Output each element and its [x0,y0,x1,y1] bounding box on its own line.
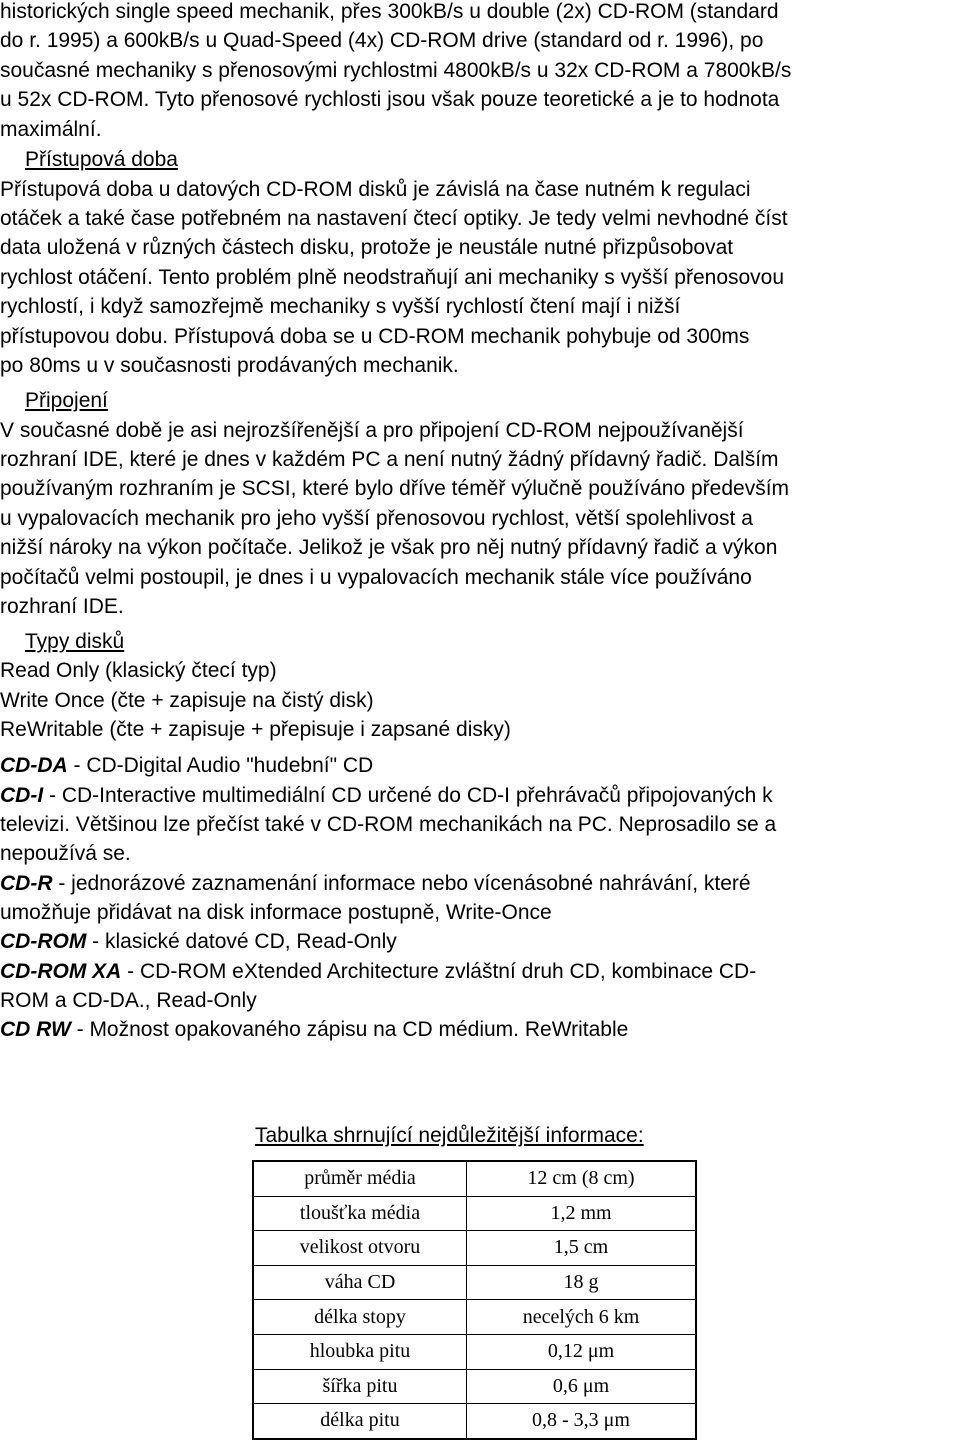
row-value: 12 cm (8 cm) [467,1161,697,1196]
row-label: velikost otvoru [253,1231,467,1266]
access-paragraph: otáček a také čase potřebném na nastavení čtecí optiky. Je tedy velmi nevhodné číst data uložená v různých částech disku, protože je neustále nutné přizpůsobovat rychlost otáčení. Tento problém plně neodstraňují ani mechaniky s vyšší přenosovou rychlostí, i když samozřejmě mechaniky s vyšší rychlostí čtení mají i nižší přístupovou dobu. Přístupová doba se u CD-ROM mechanik pohybuje od 300ms po 80ms u v současnosti prodávaných mechanik. [0,207,788,378]
term-cd-da: CD-DA [0,754,68,777]
row-label: hloubka pitu [253,1334,467,1369]
table-row [253,1300,696,1335]
row-label: délka pitu [253,1404,467,1439]
table-row [253,1334,696,1369]
row-value: 0,6 μm [467,1369,697,1404]
row-label: průměr média [253,1161,467,1196]
def-cd-rw [0,1015,960,1044]
def-cd-rom [0,927,960,956]
connection-first-line-text: V současné době je asi nejrozšířenější a pro připojení CD-ROM nejpoužívanější [0,419,744,442]
text-cd-da: - CD-Digital Audio "hudební" CD [67,754,374,777]
type-write-once: Write Once (čte + zapisuje na čistý disk) [0,689,374,712]
table-row [253,1404,696,1439]
row-label: šířka pitu [253,1369,467,1404]
text-cd-r: - jednorázové zaznamenání informace nebo vícenásobné nahrávání, které [52,872,751,895]
def-cd-da [0,751,960,780]
connection-first-line [0,416,960,445]
def-cd-i-continued: televizi. Většinou lze přečíst také v CD-ROM mechanikách na PC. Neprosadilo se a nepoužívá se. [0,813,777,866]
row-value: necelých 6 km [467,1300,697,1335]
table-row [253,1196,696,1231]
row-value: 0,12 μm [467,1334,697,1369]
row-label: délka stopy [253,1300,467,1335]
table-row [253,1265,696,1300]
text-cd-rw: - Možnost opakovaného zápisu na CD médium. ReWritable [70,1018,629,1041]
heading-connection: Připojení [25,389,108,412]
def-cd-rom-xa-continued: ROM a CD-DA., Read-Only [0,989,257,1012]
connection-paragraph: rozhraní IDE, které je dnes v každém PC a není nutný žádný přídavný řadič. Dalším používaným rozhraním je SCSI, které bylo dříve téměř výlučně používáno především u vypalovacích mechanik pro jeho vyšší přenosovou rychlost, větší spolehlivost a nižší nároky na výkon počítače. Jelikož je však pro něj nutný přídavný řadič a výkon počítačů velmi postoupil, je dnes i u vypalovacích mechanik stále více používáno rozhraní IDE. [0,448,790,619]
def-cd-rom-xa [0,957,960,986]
term-cd-r: CD-R [0,872,53,895]
summary-table [252,1160,697,1440]
type-rewritable: ReWritable (čte + zapisuje + přepisuje i zapsané disky) [0,718,511,741]
table-row [253,1231,696,1266]
access-first-line-text: Přístupová doba u datových CD-ROM disků je závislá na čase nutném k regulaci [0,178,751,201]
term-cd-i: CD-I [0,784,44,807]
def-cd-i [0,781,960,810]
text-cd-i: - CD-Interactive multimediální CD určené do CD-I přehrávačů připojovaných k [43,784,773,807]
heading-access-time: Přístupová doba [25,148,178,171]
row-label: váha CD [253,1265,467,1300]
row-value: 1,5 cm [467,1231,697,1266]
term-cd-rw: CD RW [0,1018,71,1041]
row-label: tloušťka média [253,1196,467,1231]
def-cd-r [0,869,960,898]
heading-disk-types: Typy disků [25,630,125,653]
table-row [253,1369,696,1404]
type-read-only: Read Only (klasický čtecí typ) [0,659,277,682]
term-cd-rom-xa: CD-ROM XA [0,960,122,983]
row-value: 18 g [467,1265,697,1300]
def-cd-r-continued: umožňuje přidávat na disk informace postupně, Write-Once [0,901,552,924]
summary-caption: Tabulka shrnující nejdůležitější informace: [255,1124,644,1147]
text-cd-rom: - klasické datové CD, Read-Only [86,930,397,953]
access-first-line [0,175,960,204]
term-cd-rom: CD-ROM [0,930,87,953]
text-cd-rom-xa: - CD-ROM eXtended Architecture zvláštní druh CD, kombinace CD- [121,960,757,983]
table-row [253,1161,696,1196]
row-value: 1,2 mm [467,1196,697,1231]
intro-paragraph: historických single speed mechanik, přes 300kB/s u double (2x) CD-ROM (standard do r. 1995) a 600kB/s u Quad-Speed (4x) CD-ROM drive (standard od r. 1996), po současné mechaniky s přenosovými rychlostmi 4800kB/s u 32x CD-ROM a 7800kB/s u 52x CD-ROM. Tyto přenosové rychlosti jsou však pouze teoretické a je to hodnota maximální. [0,0,792,141]
row-value: 0,8 - 3,3 μm [467,1404,697,1439]
